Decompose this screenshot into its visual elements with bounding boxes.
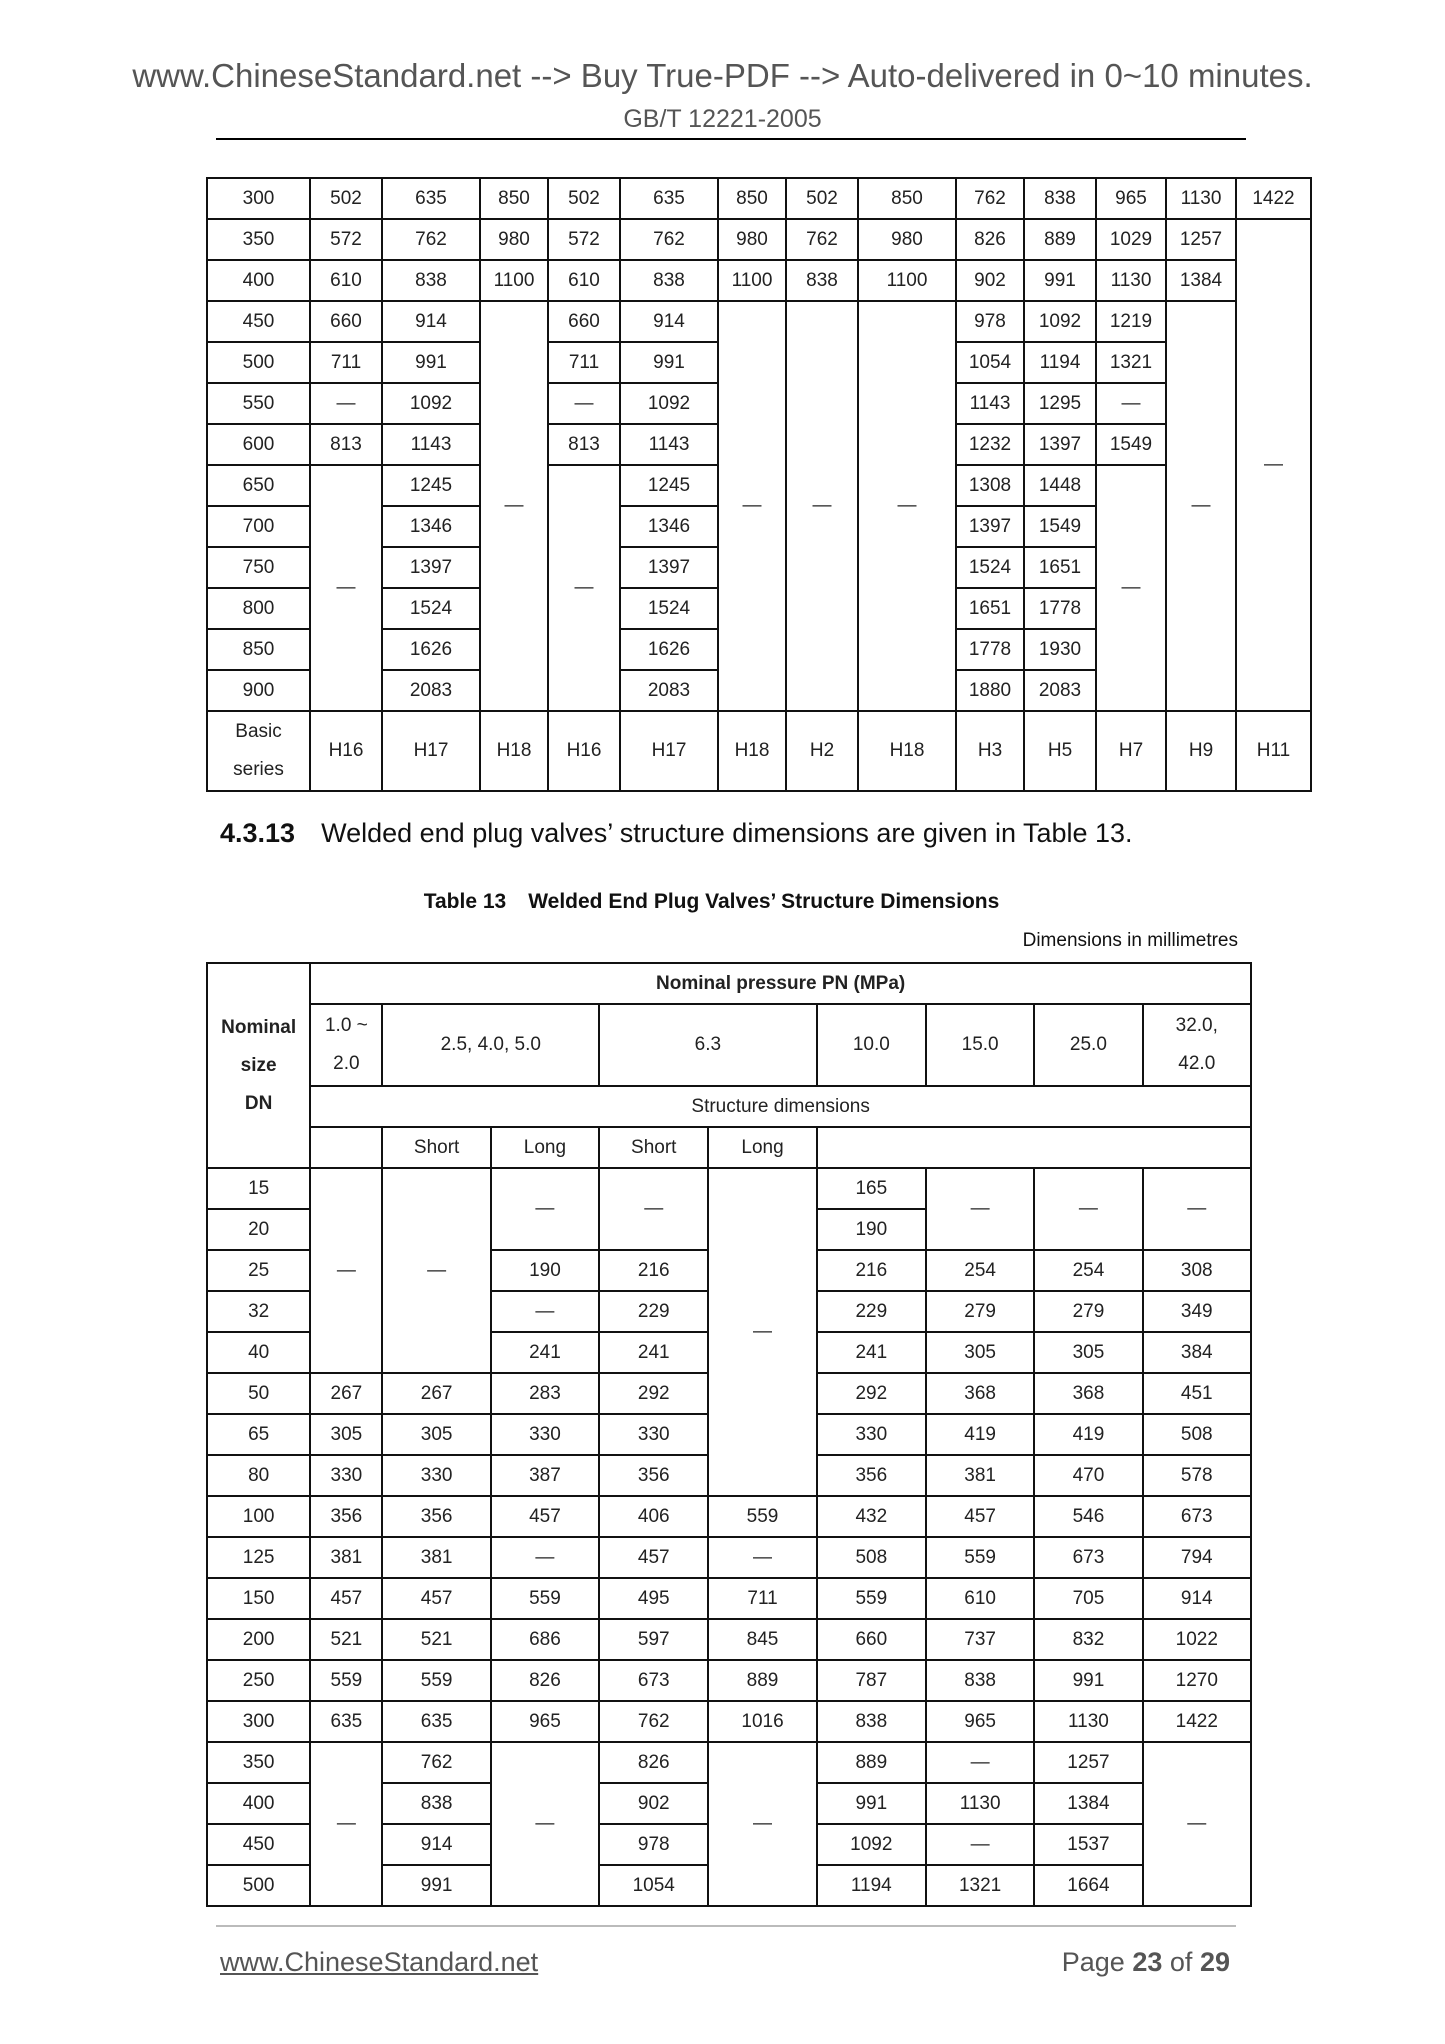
table-row: 100 356 356 457 406 559 432 457 546 673 [207, 1496, 1251, 1537]
table-row: 300 635 635 965 762 1016 838 965 1130 1422 [207, 1701, 1251, 1742]
table-row: 150 457 457 559 495 711 559 610 705 914 [207, 1578, 1251, 1619]
standard-number: GB/T 12221-2005 [623, 105, 822, 133]
table-row: 80 330 330 387 356 356 381 470 578 [207, 1455, 1251, 1496]
table-row: 20 190 [207, 1209, 1251, 1250]
structure-dimensions-row: Structure dimensions [207, 1086, 1251, 1127]
table-13-caption: Table 13 Welded End Plug Valves’ Structure Dimensions [423, 890, 1000, 913]
clause-text: Welded end plug valves’ structure dimensions are given in Table 13. [321, 818, 1133, 848]
table-12-continued [206, 177, 1312, 792]
table-row: 65 305 305 330 330 330 419 419 508 [207, 1414, 1251, 1455]
footer-divider [216, 1925, 1236, 1927]
table-row: 350 — 762 — 826 — 889 — 1257 — [207, 1742, 1251, 1783]
table-row: 250 559 559 826 673 889 787 838 991 1270 [207, 1660, 1251, 1701]
table-row: 500 711 991 711 991 1054 1194 1321 [207, 342, 1311, 383]
table-row: 450 660 914 — 660 914 — — — 978 1092 1219 — [207, 301, 1311, 342]
top-banner: www.ChineseStandard.net --> Buy True-PDF --> Auto-delivered in 0~10 minutes. [132, 57, 1313, 94]
table-row: 850 1626 1626 1778 1930 [207, 629, 1311, 670]
page-indicator: Page 23 of 29 [1061, 1947, 1230, 1977]
table-row: 600 813 1143 813 1143 1232 1397 1549 [207, 424, 1311, 465]
table-row: 800 1524 1524 1651 1778 [207, 588, 1311, 629]
table-row: 50 267 267 283 292 292 368 368 451 [207, 1373, 1251, 1414]
clause-number: 4.3.13 [220, 818, 296, 848]
clause-4-3-13 [220, 818, 1133, 849]
table-row: 40 241 241 241 305 305 384 [207, 1332, 1251, 1373]
table-row: 550 — 1092 — 1092 1143 1295 — [207, 383, 1311, 424]
basic-series-row: Basic series H16 H17 H18 H16 H17 H18 H2 H18 H3 H5 H7 H9 H11 [207, 711, 1311, 791]
table-row: 700 1346 1346 1397 1549 [207, 506, 1311, 547]
header-divider [216, 138, 1246, 140]
table-row: 500 991 1054 1194 1321 1664 [207, 1865, 1251, 1906]
pressure-header: Nominal pressure PN (MPa) [310, 963, 1251, 1004]
units-note: Dimensions in millimetres [1022, 930, 1238, 951]
nominal-size-header: Nominal size DN [207, 963, 310, 1168]
table-row: 650 — 1245 — 1245 1308 1448 — [207, 465, 1311, 506]
short-long-row: Short Long Short Long [207, 1127, 1251, 1168]
table-row: 15 — — — — — 165 — — — [207, 1168, 1251, 1209]
table-row: 400 610 838 1100 610 838 1100 838 1100 902 991 1130 1384 [207, 260, 1311, 301]
pressure-row: 1.0 ~ 2.0 2.5, 4.0, 5.0 6.3 10.0 15.0 25.0 32.0, 42.0 [207, 1004, 1251, 1086]
header-row [207, 963, 1251, 1004]
table-row: 25 190 216 216 254 254 308 [207, 1250, 1251, 1291]
table-row: 32 — 229 229 279 279 349 [207, 1291, 1251, 1332]
table-row: 750 1397 1397 1524 1651 [207, 547, 1311, 588]
table-row: 400 838 902 991 1130 1384 [207, 1783, 1251, 1824]
table-row: 125 381 381 — 457 — 508 559 673 794 [207, 1537, 1251, 1578]
table-row: 900 2083 2083 1880 2083 [207, 670, 1311, 711]
table-row: 350 572 762 980 572 762 980 762 980 826 889 1029 1257 — [207, 219, 1311, 260]
table-row: 300 502 635 850 502 635 850 502 850 762 838 965 1130 1422 [207, 178, 1311, 219]
footer-site-link[interactable]: www.ChineseStandard.net [220, 1947, 539, 1977]
table-row: 450 914 978 1092 — 1537 [207, 1824, 1251, 1865]
table-13 [206, 962, 1252, 1907]
table-row: 200 521 521 686 597 845 660 737 832 1022 [207, 1619, 1251, 1660]
